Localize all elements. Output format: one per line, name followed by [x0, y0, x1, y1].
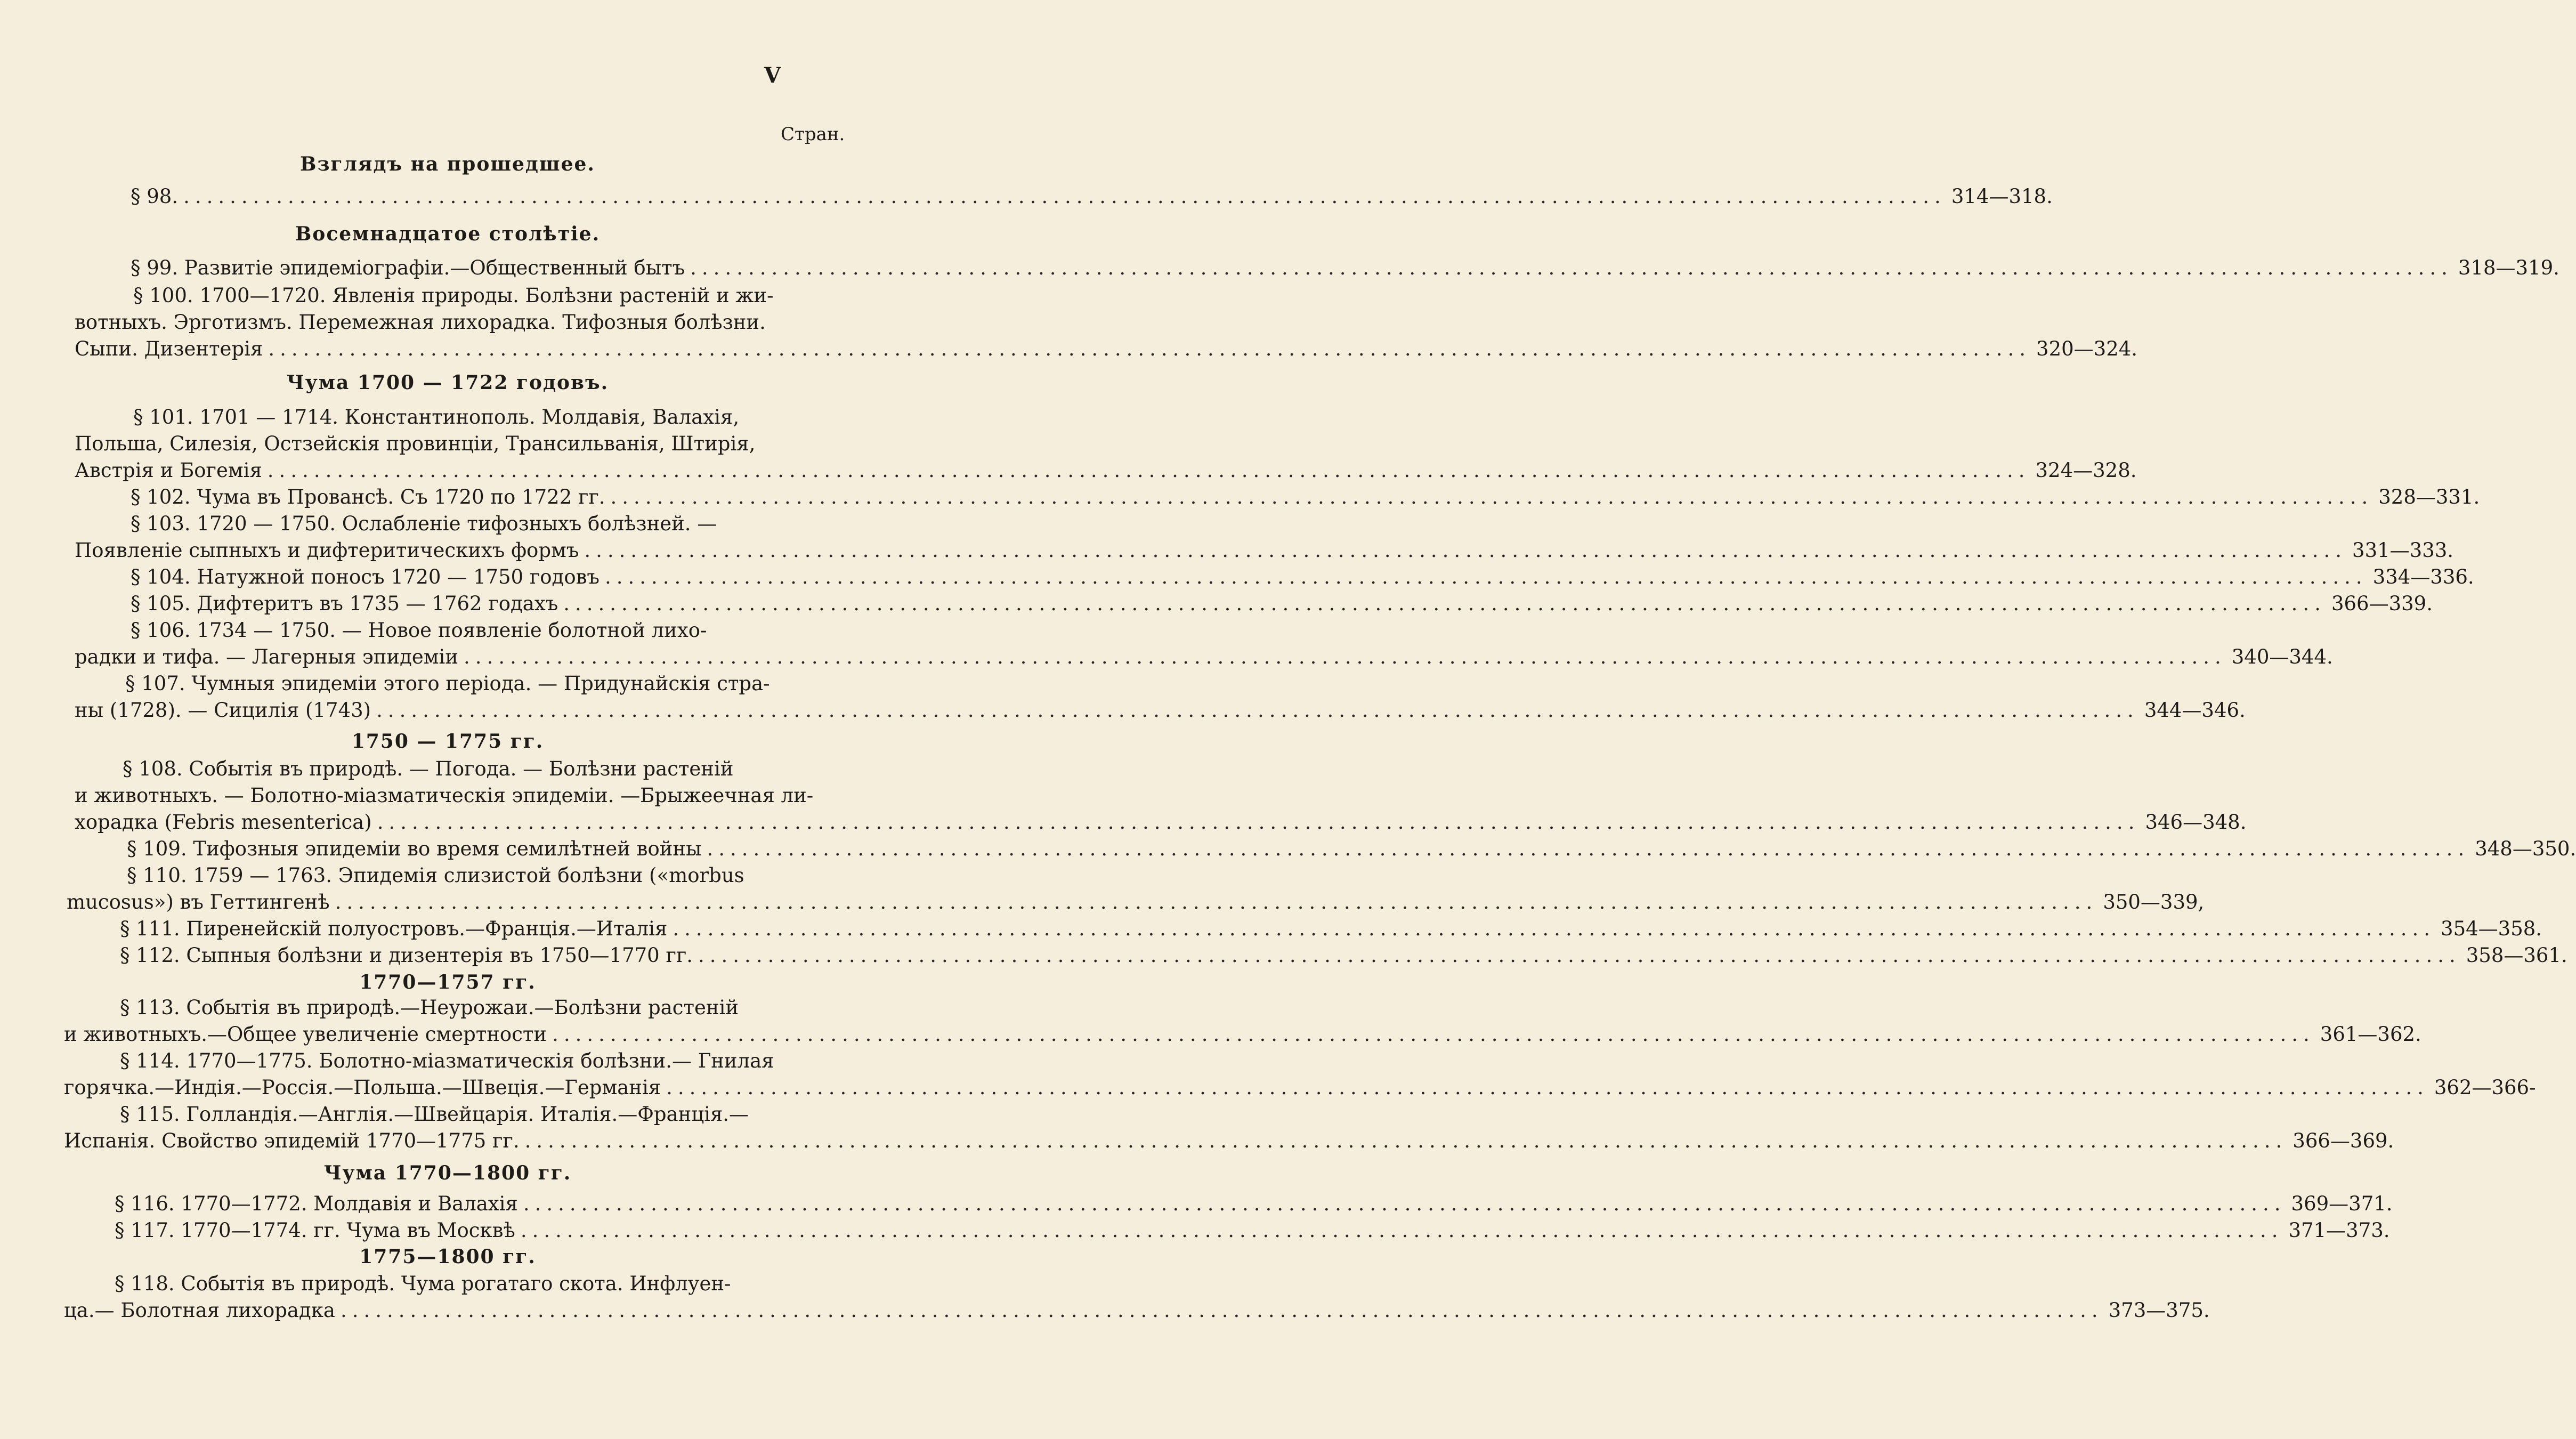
- toc-entry-115-line1: § 115. Голландія.—Англія.—Швейцарія. Италія.—Франція.—: [120, 1103, 749, 1126]
- toc-entry-113-line2: и животныхъ.—Общее увеличеніе смертности ........................................................................................................................................................ 361—362.: [64, 1023, 2421, 1046]
- toc-entry-110-line1: § 110. 1759 — 1763. Эпидемія слизистой болѣзни («morbus: [127, 864, 744, 887]
- section-heading: 1750 — 1775 гг.: [351, 730, 544, 753]
- section-heading: Взглядъ на прошедшее.: [300, 153, 595, 175]
- page-column-header: Стран.: [781, 124, 845, 145]
- toc-entry-106-line1: § 106. 1734 — 1750. — Новое появленіе болотной лихо-: [131, 619, 707, 642]
- toc-entry-109: § 109. Тифозныя эпидеміи во время семилѣтней войны ........................................................................................................................................................ 348—350.: [127, 837, 2576, 860]
- section-heading: 1775—1800 гг.: [359, 1246, 536, 1268]
- toc-entry-101-line2: Польша, Силезія, Остзейскія провинціи, Трансильванія, Штирія,: [75, 432, 756, 455]
- section-heading: Восемнадцатое столѣтіе.: [295, 223, 601, 245]
- toc-entry-100-line2: вотныхъ. Эрготизмъ. Перемежная лихорадка. Тифозныя болѣзни.: [75, 311, 766, 334]
- toc-entry-107-line2: ны (1728). — Сицилія (1743) ........................................................................................................................................................ 344—346.: [75, 699, 2246, 722]
- toc-entry-115-line2: Испанія. Свойство эпидемій 1770—1775 гг. ........................................................................................................................................................ 366—369.: [64, 1129, 2394, 1152]
- toc-entry-114-line2: горячка.—Индія.—Россія.—Польша.—Швеція.—Германія ........................................................................................................................................................ 362—366-: [64, 1076, 2536, 1099]
- toc-entry-105: § 105. Дифтеритъ въ 1735 — 1762 годахъ ........................................................................................................................................................ 366—339.: [131, 592, 2433, 615]
- toc-entry-118-line1: § 118. Событія въ природѣ. Чума рогатаго скота. Инфлуен-: [115, 1272, 731, 1295]
- toc-entry-100-line3: Сыпи. Дизентерія ........................................................................................................................................................ 320—324.: [75, 337, 2138, 360]
- toc-entry-100-line1: § 100. 1700—1720. Явленія природы. Болѣзни растеній и жи-: [133, 284, 774, 307]
- toc-entry-118-line2: ца.— Болотная лихорадка ........................................................................................................................................................ 373—375.: [64, 1299, 2210, 1322]
- page-number: V: [764, 63, 781, 88]
- toc-entry-103-line1: § 103. 1720 — 1750. Ослабленіе тифозныхъ болѣзней. —: [131, 512, 717, 535]
- section-heading: Чума 1770—1800 гг.: [323, 1162, 572, 1184]
- toc-entry-111: § 111. Пиренейскій полуостровъ.—Франція.—Италія ........................................................................................................................................................ 354—358.: [120, 917, 2542, 940]
- toc-entry-108-line3: хорадка (Febris mesenterica) ........................................................................................................................................................ 346—348.: [75, 811, 2247, 834]
- toc-entry-112: § 112. Сыпныя болѣзни и дизентерія въ 1750—1770 гг. ........................................................................................................................................................ 358—361.: [120, 944, 2567, 967]
- section-heading: 1770—1757 гг.: [359, 971, 536, 993]
- toc-entry-114-line1: § 114. 1770—1775. Болотно-міазматическія болѣзни.— Гнилая: [120, 1049, 774, 1072]
- toc-entry-110-line2: mucosus») въ Геттингенѣ ........................................................................................................................................................ 350—339,: [67, 891, 2205, 913]
- toc-entry-98: § 98. ........................................................................................................................................................ 314—318.: [131, 185, 2053, 208]
- toc-entry-101-line1: § 101. 1701 — 1714. Константинополь. Молдавія, Валахія,: [133, 406, 740, 429]
- toc-entry-101-line3: Австрія и Богемія ........................................................................................................................................................ 324—328.: [75, 459, 2137, 482]
- toc-entry-107-line1: § 107. Чумныя эпидеміи этого періода. — Придунайскія стра-: [125, 672, 770, 695]
- toc-entry-108-line1: § 108. Событія въ природѣ. — Погода. — Болѣзни растеній: [123, 757, 734, 780]
- toc-entry-104: § 104. Натужной поносъ 1720 — 1750 годовъ ........................................................................................................................................................ 334—336.: [131, 565, 2474, 588]
- toc-entry-106-line2: радки и тифа. — Лагерныя эпидеміи ........................................................................................................................................................ 340—344.: [75, 645, 2333, 668]
- toc-entry-103-line2: Появленіе сыпныхъ и дифтеритическихъ формъ ........................................................................................................................................................ 331—333.: [75, 539, 2454, 562]
- section-heading: Чума 1700 — 1722 годовъ.: [286, 371, 609, 394]
- toc-entry-108-line2: и животныхъ. — Болотно-міазматическія эпидеміи. —Брыжеечная ли-: [75, 784, 814, 807]
- toc-entry-113-line1: § 113. Событія въ природѣ.—Неурожаи.—Болѣзни растеній: [120, 996, 739, 1019]
- toc-entry-116: § 116. 1770—1772. Молдавія и Валахія ........................................................................................................................................................ 369—371.: [115, 1192, 2393, 1215]
- toc-entry-117: § 117. 1770—1774. гг. Чума въ Москвѣ ........................................................................................................................................................ 371—373.: [115, 1219, 2390, 1242]
- toc-entry-99: § 99. Развитіе эпидеміографіи.—Общественный бытъ ........................................................................................................................................................ 318—319.: [131, 256, 2559, 279]
- toc-entry-102: § 102. Чума въ Провансѣ. Съ 1720 по 1722 гг. ........................................................................................................................................................ 328—331.: [131, 486, 2480, 508]
